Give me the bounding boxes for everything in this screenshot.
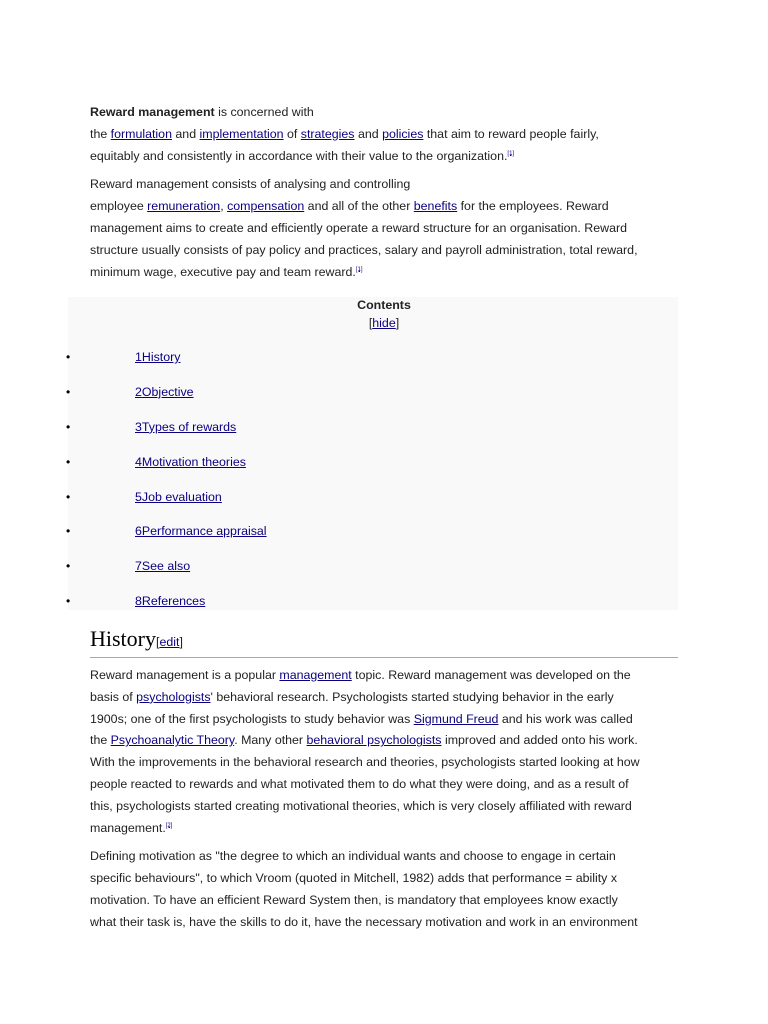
text: topic. Reward management was developed on the bbox=[351, 668, 631, 682]
text: 1900s; one of the first psychologists to study behavior was bbox=[90, 711, 414, 726]
text: management. bbox=[90, 820, 166, 835]
history-section bbox=[90, 665, 678, 941]
intro-paragraph-1 bbox=[90, 102, 678, 167]
text: and bbox=[354, 126, 383, 141]
bullet-icon: • bbox=[66, 559, 71, 574]
toc-link-objective[interactable] bbox=[135, 382, 194, 402]
bullet-icon: • bbox=[66, 419, 71, 434]
toc-list bbox=[68, 347, 678, 626]
link-behavioral-psychologists[interactable]: behavioral psychologists bbox=[306, 733, 442, 748]
toc-label: Performance appraisal bbox=[141, 524, 267, 539]
text: that aim to reward people fairly, bbox=[423, 126, 599, 141]
toc-link-performance-appraisal[interactable] bbox=[135, 521, 267, 541]
text: Defining motivation as "the degree to which an individual wants and choose to engage in certain bbox=[90, 849, 616, 864]
toc-item-job-evaluation bbox=[68, 487, 678, 522]
text: basis of bbox=[90, 689, 137, 704]
toc-item-objective bbox=[68, 382, 678, 417]
bracket: ] bbox=[395, 316, 400, 330]
link-implementation[interactable]: implementation bbox=[199, 126, 284, 141]
toc-number: 2 bbox=[135, 384, 142, 399]
text: and bbox=[171, 126, 200, 141]
history-paragraph-1 bbox=[90, 665, 678, 839]
text: specific behaviours", to which Vroom (quoted in Mitchell, 1982) adds that performance = ability x bbox=[90, 871, 618, 886]
text: what their task is, have the skills to do it, have the necessary motivation and work in an environment bbox=[90, 914, 638, 929]
toc-label: See also bbox=[141, 559, 191, 574]
toc-link-motivation-theories[interactable] bbox=[135, 452, 246, 472]
toc-label: References bbox=[141, 594, 206, 609]
bracket: [ bbox=[156, 635, 160, 649]
intro-paragraph-2 bbox=[90, 174, 678, 283]
toc-item-history bbox=[68, 347, 678, 382]
bullet-icon: • bbox=[66, 384, 71, 399]
toc-label: Motivation theories bbox=[141, 454, 246, 469]
text: for the employees. Reward bbox=[457, 199, 609, 214]
text: and his work was called bbox=[498, 711, 633, 726]
toc-number: 4 bbox=[135, 454, 142, 469]
toc-link-references[interactable] bbox=[135, 591, 205, 611]
link-remuneration[interactable]: remuneration bbox=[147, 199, 221, 214]
bold-term: Reward management bbox=[90, 105, 215, 119]
link-sigmund-freud[interactable]: Sigmund Freud bbox=[413, 711, 499, 726]
text: Reward management consists of analysing and controlling bbox=[90, 177, 411, 192]
toc-number: 5 bbox=[135, 489, 142, 504]
edit-link[interactable]: edit bbox=[159, 635, 180, 649]
history-paragraph-2 bbox=[90, 846, 678, 933]
text: motivation. To have an efficient Reward System then, is mandatory that employees know exactly bbox=[90, 892, 618, 907]
text: Reward management is a popular bbox=[90, 668, 280, 682]
bullet-icon: • bbox=[66, 594, 71, 609]
bracket: ] bbox=[179, 635, 183, 649]
bullet-icon: • bbox=[66, 524, 71, 539]
reference-link-1[interactable]: [1] bbox=[507, 150, 515, 157]
text: With the improvements in the behavioral research and theories, psychologists started looking at how bbox=[90, 755, 640, 770]
toc-hide-link[interactable]: hide bbox=[372, 316, 396, 330]
toc-number: 1 bbox=[135, 350, 142, 364]
toc-item-motivation-theories bbox=[68, 452, 678, 487]
toc-number: 8 bbox=[135, 594, 142, 609]
link-psychologists[interactable]: psychologists bbox=[136, 689, 211, 704]
toc-item-references bbox=[68, 591, 678, 626]
reference-link-1b[interactable]: [1] bbox=[355, 266, 363, 273]
toc-label: Objective bbox=[141, 384, 194, 399]
toc-link-job-evaluation[interactable] bbox=[135, 487, 222, 507]
bracket: [ bbox=[368, 316, 373, 330]
section-heading-history bbox=[90, 624, 678, 658]
text: . Many other bbox=[234, 733, 307, 748]
edit-section bbox=[156, 635, 183, 649]
text: structure usually consists of pay policy and practices, salary and payroll administration, total reward, bbox=[90, 242, 638, 257]
toc-item-performance-appraisal bbox=[68, 521, 678, 556]
toc-item-types-of-rewards bbox=[68, 417, 678, 452]
text: the bbox=[90, 733, 111, 748]
link-policies[interactable]: policies bbox=[382, 126, 424, 141]
text: , bbox=[220, 199, 228, 214]
text: equitably and consistently in accordance with their value to the organization. bbox=[90, 148, 508, 163]
text: minimum wage, executive pay and team reward. bbox=[90, 264, 356, 279]
toc-toggle bbox=[90, 315, 678, 332]
text: people reacted to rewards and what motivated them to do what they were doing, and as a result of bbox=[90, 776, 629, 791]
link-compensation[interactable]: compensation bbox=[227, 199, 305, 214]
toc-item-see-also bbox=[68, 556, 678, 591]
toc-label: Job evaluation bbox=[141, 489, 222, 504]
toc-link-see-also[interactable] bbox=[135, 556, 190, 576]
link-benefits[interactable]: benefits bbox=[413, 199, 458, 214]
text: of bbox=[283, 126, 301, 141]
bullet-icon: • bbox=[66, 350, 71, 364]
text: this, psychologists started creating motivational theories, which is very closely affiliated with reward bbox=[90, 798, 632, 813]
toc-link-types-of-rewards[interactable] bbox=[135, 417, 236, 437]
toc-title: Contents bbox=[357, 298, 411, 312]
toc-number: 7 bbox=[135, 559, 142, 574]
bullet-icon: • bbox=[66, 489, 71, 504]
table-of-contents bbox=[68, 297, 678, 610]
bullet-icon: • bbox=[66, 454, 71, 469]
link-strategies[interactable]: strategies bbox=[300, 126, 355, 141]
text: is concerned with bbox=[214, 105, 314, 119]
text: management aims to create and efficiently operate a reward structure for an organisation. Reward bbox=[90, 220, 627, 235]
toc-number: 6 bbox=[135, 524, 142, 539]
toc-label: History bbox=[141, 350, 181, 364]
reference-link-2[interactable]: [2] bbox=[165, 822, 173, 829]
text: and all of the other bbox=[304, 199, 414, 214]
heading-text: History bbox=[90, 626, 156, 651]
toc-number: 3 bbox=[135, 419, 142, 434]
text: employee bbox=[90, 199, 148, 214]
text: improved and added onto his work. bbox=[441, 733, 638, 748]
toc-label: Types of rewards bbox=[141, 419, 237, 434]
text: the bbox=[90, 126, 111, 141]
toc-link-history[interactable] bbox=[135, 347, 180, 367]
intro-section bbox=[90, 102, 678, 290]
link-formulation[interactable]: formulation bbox=[110, 126, 172, 141]
link-psychoanalytic-theory[interactable]: Psychoanalytic Theory bbox=[110, 733, 235, 748]
link-management[interactable]: management bbox=[279, 668, 352, 682]
text: ' behavioral research. Psychologists started studying behavior in the early bbox=[210, 689, 614, 704]
